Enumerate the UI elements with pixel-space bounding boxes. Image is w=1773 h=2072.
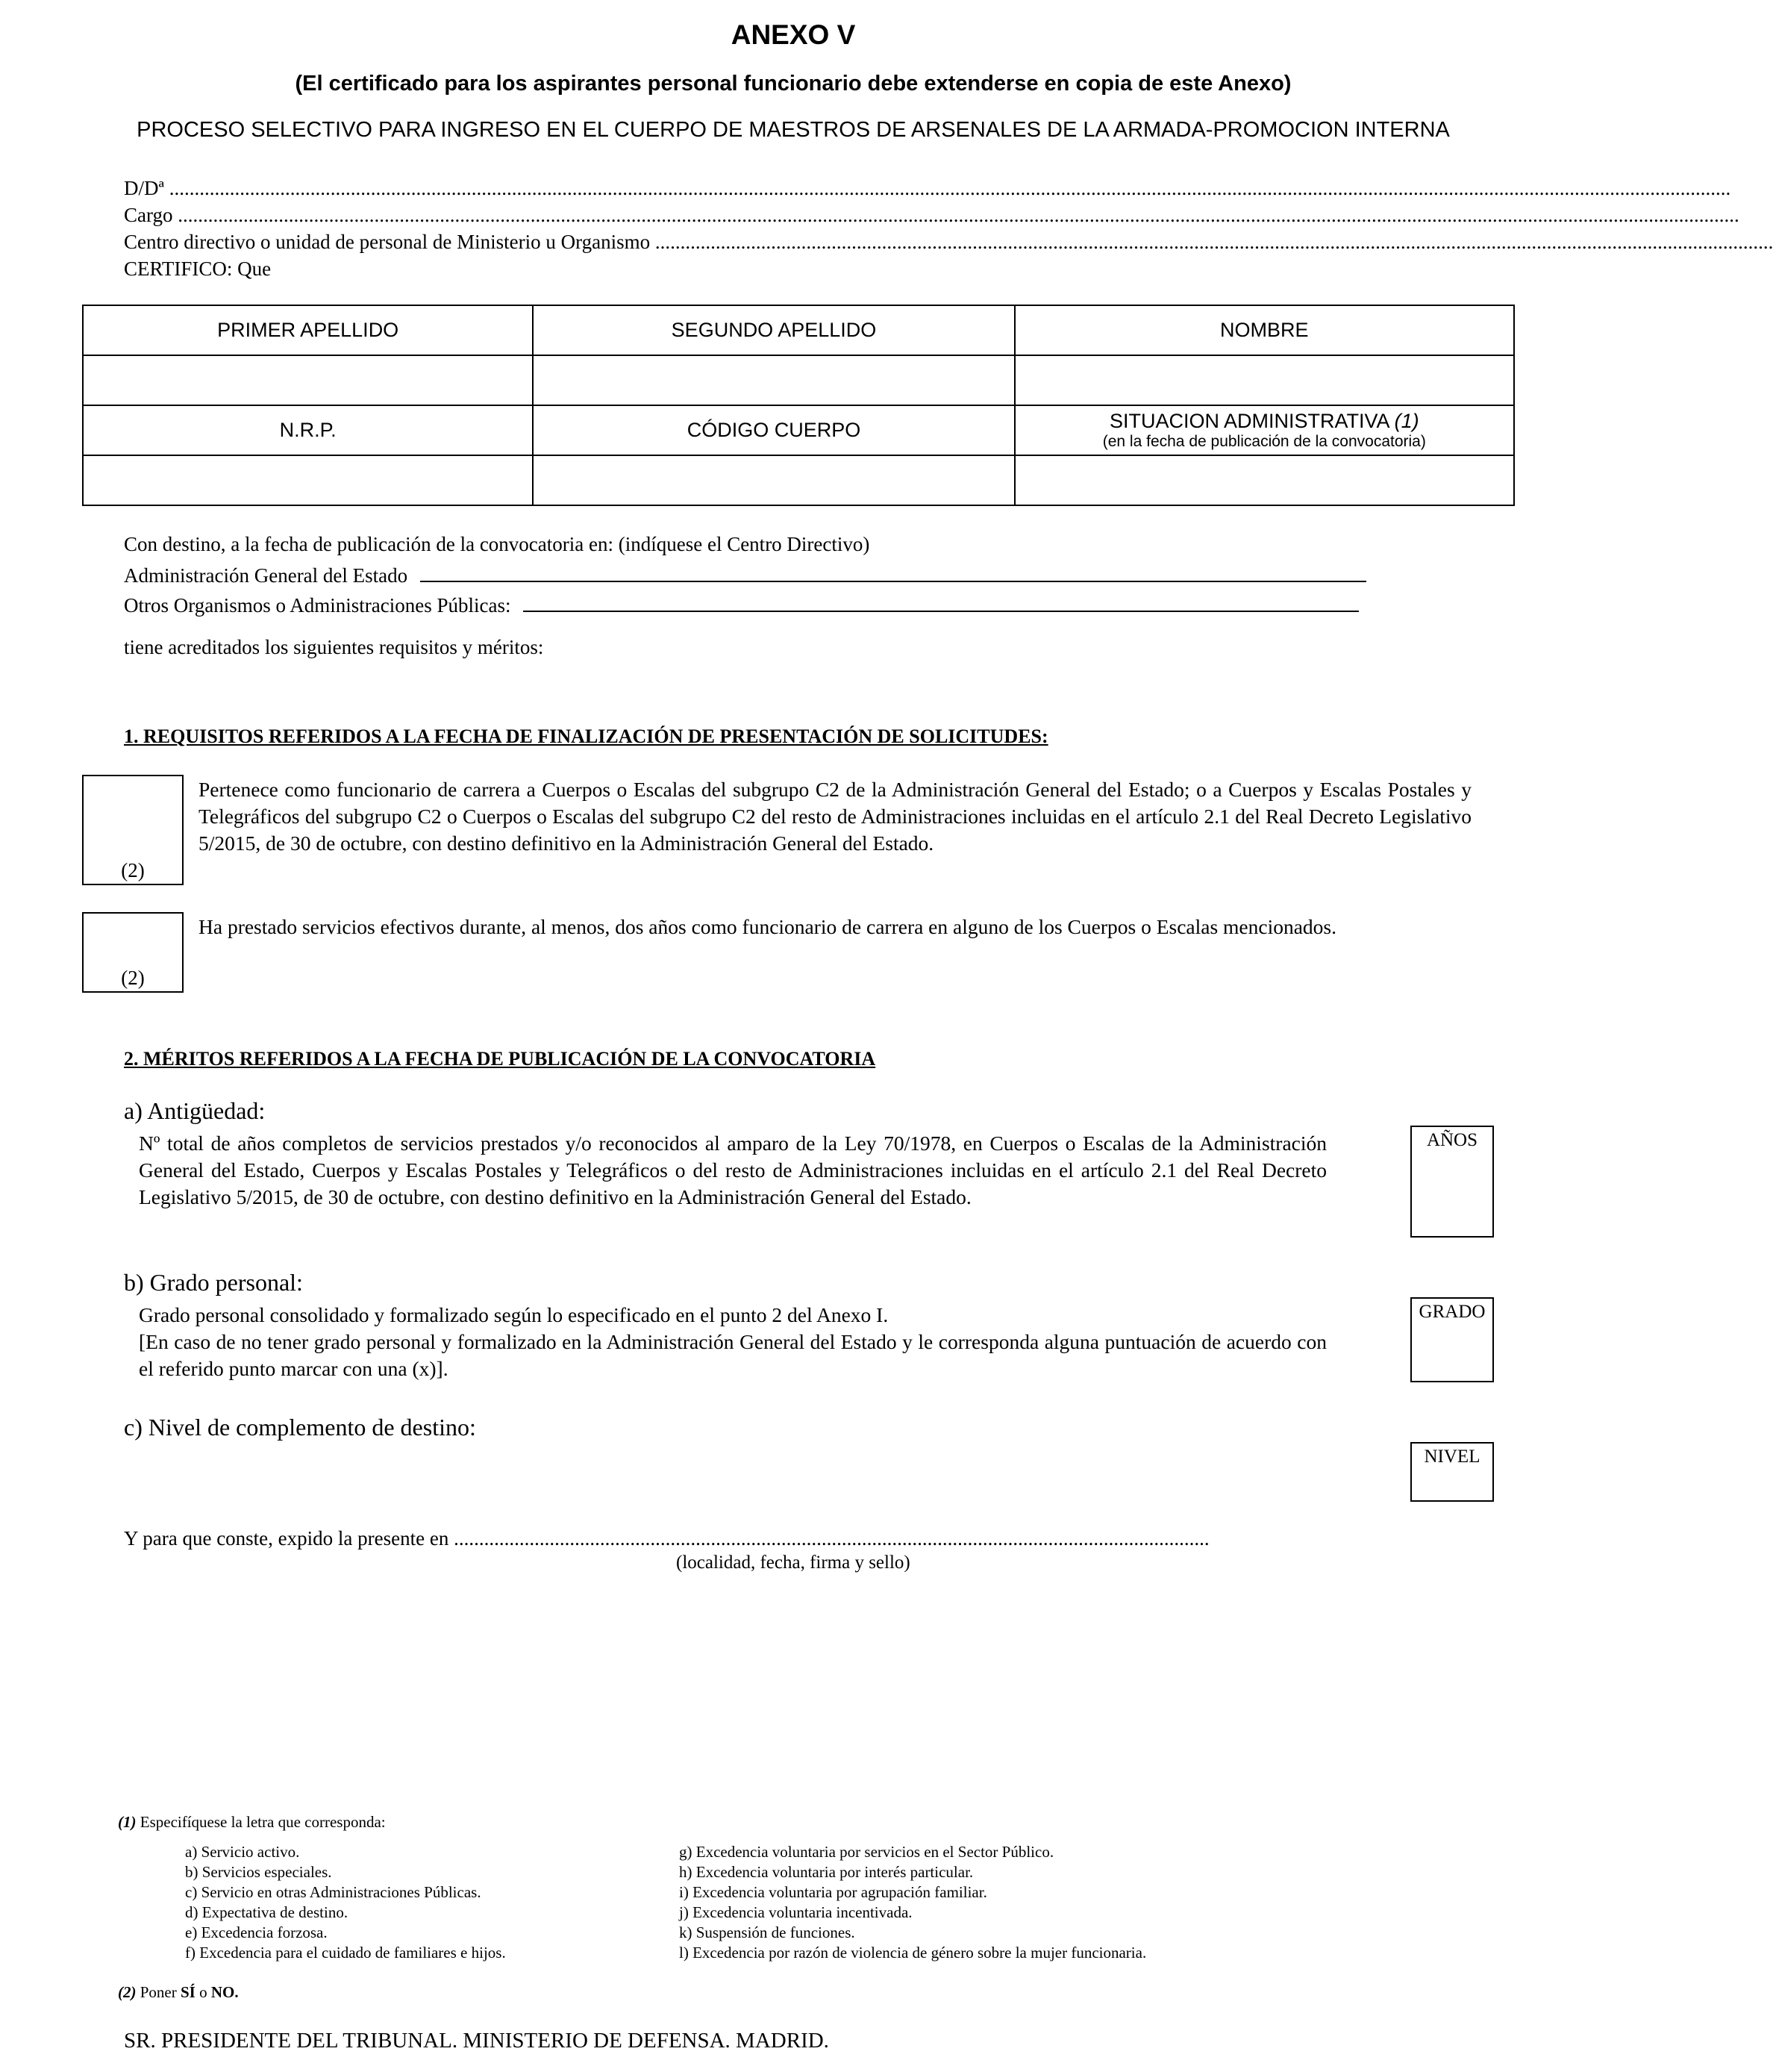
process-title: PROCESO SELECTIVO PARA INGRESO EN EL CUERPO DE MAESTROS DE ARSENALES DE LA ARMADA-PROMOCION INTERNA bbox=[137, 118, 1450, 142]
list-item: a) Servicio activo. bbox=[185, 1843, 300, 1861]
footnote2-ref: (2) bbox=[118, 1983, 137, 2001]
header-segundo-apellido: SEGUNDO APELLIDO bbox=[533, 305, 1014, 355]
grado-label: GRADO bbox=[1419, 1302, 1486, 1322]
input-nrp[interactable] bbox=[83, 455, 533, 505]
anos-label: AÑOS bbox=[1426, 1130, 1478, 1150]
header-primer-apellido: PRIMER APELLIDO bbox=[83, 305, 533, 355]
antiguedad-text: Nº total de años completos de servicios prestados y/o reconocidos al amparo de la Ley 70/1978, en Cuerpos o Escalas de la Administración General del Estado, Cuerpos y Escalas Postales y Telegráficos o del resto de Administraciones incluidas en el artículo 2.1 del Real Decreto Legislativo 5/2015, de 30 de octubre, con destino definitivo en la Administración General del Estado. bbox=[139, 1132, 1327, 1208]
footnote1-text: Especifíquese la letra que corresponda: bbox=[140, 1813, 386, 1831]
requisito2-mark: (2) bbox=[121, 967, 145, 989]
nivel-box[interactable] bbox=[1410, 1442, 1494, 1502]
input-codigo-cuerpo[interactable] bbox=[533, 455, 1014, 505]
section1-heading: 1. REQUISITOS REFERIDOS A LA FECHA DE FINALIZACIÓN DE PRESENTACIÓN DE SOLICITUDES: bbox=[124, 725, 1048, 747]
closing-caption: (localidad, fecha, firma y sello) bbox=[676, 1553, 910, 1573]
requisito1-text: Pertenece como funcionario de carrera a Cuerpos o Escalas del subgrupo C2 de la Administración General del Estado; o a Cuerpos y Escalas Postales y Telegráficos del subgrupo C2 o Cuerpos o Escalas del subgrupo C2 del resto de Administraciones incluidas en el artículo 2.1 del Real Decreto Legislativo 5/2015, de 30 de octubre, con destino definitivo en la Administración General del Estado. bbox=[198, 778, 1472, 855]
input-situacion-administrativa[interactable] bbox=[1015, 455, 1514, 505]
grado-text bbox=[139, 1302, 1327, 1382]
table-header-row bbox=[83, 305, 1514, 355]
anos-box[interactable] bbox=[1410, 1126, 1494, 1238]
list-item: g) Excedencia voluntaria por servicios en el Sector Público. bbox=[679, 1843, 1054, 1861]
situacion-label: SITUACION ADMINISTRATIVA bbox=[1110, 410, 1389, 432]
footnote2 bbox=[118, 1982, 239, 2003]
table-input-row bbox=[83, 355, 1514, 405]
situacion-ref: (1) bbox=[1394, 410, 1419, 432]
list-item: k) Suspensión de funciones. bbox=[679, 1923, 855, 1941]
header-situacion-administrativa bbox=[1015, 405, 1514, 455]
requisito2-text: Ha prestado servicios efectivos durante, al menos, dos años como funcionario de carrera en alguno de los Cuerpos o Escalas mencionados. bbox=[198, 915, 1337, 938]
field-centro[interactable]: Centro directivo o unidad de personal de Ministerio u Organismo .............................................................................................................................................................................................................................. bbox=[124, 231, 1773, 253]
field-cargo-label: Cargo bbox=[124, 204, 173, 226]
field-otros-label: Otros Organismos o Administraciones Públicas: bbox=[124, 594, 511, 617]
list-item: b) Servicios especiales. bbox=[185, 1863, 332, 1881]
footnote1-ref: (1) bbox=[118, 1813, 137, 1831]
input-primer-apellido[interactable] bbox=[83, 355, 533, 405]
field-otros[interactable] bbox=[124, 593, 1359, 617]
table-header-row bbox=[83, 405, 1514, 455]
footnote1-left-list bbox=[185, 1842, 506, 1963]
field-dd[interactable]: D/Dª ...................................................................................................................................................................................................................................................................................................................... bbox=[124, 177, 1731, 199]
grado-box[interactable] bbox=[1410, 1297, 1494, 1382]
footnote1-right-list bbox=[679, 1842, 1146, 1963]
antiguedad-title: a) Antigüedad: bbox=[124, 1097, 266, 1124]
requisito2-checkbox[interactable] bbox=[82, 912, 184, 993]
list-item: l) Excedencia por razón de violencia de género sobre la mujer funcionaria. bbox=[679, 1944, 1147, 1962]
page-title: ANEXO V bbox=[731, 19, 856, 50]
table-input-row bbox=[83, 455, 1514, 505]
requisito1-checkbox[interactable] bbox=[82, 775, 184, 885]
certifico-label: CERTIFICO: Que bbox=[124, 258, 272, 280]
list-item: h) Excedencia voluntaria por interés particular. bbox=[679, 1863, 974, 1881]
footer-addressee: SR. PRESIDENTE DEL TRIBUNAL. MINISTERIO DE DEFENSA. MADRID. bbox=[124, 2029, 829, 2053]
grado-text-line2: [En caso de no tener grado personal y formalizado en la Administración General del Estado y le corresponda alguna puntuación de acuerdo con el referido punto marcar con una (x)]. bbox=[139, 1330, 1327, 1380]
section2-heading: 2. MÉRITOS REFERIDOS A LA FECHA DE PUBLICACIÓN DE LA CONVOCATORIA bbox=[124, 1048, 876, 1070]
field-centro-label: Centro directivo o unidad de personal de Ministerio u Organismo bbox=[124, 231, 651, 253]
situacion-note: (en la fecha de publicación de la convocatoria) bbox=[1102, 433, 1426, 450]
field-age[interactable] bbox=[124, 563, 1366, 587]
list-item: i) Excedencia voluntaria por agrupación familiar. bbox=[679, 1883, 987, 1901]
closing-line[interactable]: Y para que conste, expido la presente en ...................................................................................................................................................... bbox=[124, 1527, 1210, 1550]
footnote2-text: Poner bbox=[140, 1983, 177, 2001]
list-item: c) Servicio en otras Administraciones Públicas. bbox=[185, 1883, 481, 1901]
input-segundo-apellido[interactable] bbox=[533, 355, 1014, 405]
header-nombre: NOMBRE bbox=[1015, 305, 1514, 355]
closing-text: Y para que conste, expido la presente en bbox=[124, 1527, 449, 1550]
grado-text-line1: Grado personal consolidado y formalizado según lo especificado en el punto 2 del Anexo I. bbox=[139, 1303, 889, 1326]
header-codigo-cuerpo: CÓDIGO CUERPO bbox=[533, 405, 1014, 455]
footnote1-title bbox=[118, 1812, 386, 1832]
field-dd-label: D/Dª bbox=[124, 177, 164, 199]
footnote2-o: o bbox=[199, 1983, 207, 2001]
nivel-label: NIVEL bbox=[1424, 1447, 1480, 1467]
list-item: j) Excedencia voluntaria incentivada. bbox=[679, 1903, 913, 1921]
footnote2-si: SÍ bbox=[181, 1983, 196, 2001]
footnote2-no: NO. bbox=[210, 1983, 239, 2001]
header-nrp: N.R.P. bbox=[83, 405, 533, 455]
list-item: f) Excedencia para el cuidado de familiares e hijos. bbox=[185, 1944, 506, 1962]
nivel-title: c) Nivel de complemento de destino: bbox=[124, 1414, 476, 1441]
field-cargo[interactable]: Cargo ...................................................................................................................................................................................................................................................................................................................... bbox=[124, 204, 1739, 226]
page-subtitle: (El certificado para los aspirantes personal funcionario debe extenderse en copia de este Anexo) bbox=[295, 72, 1292, 96]
list-item: d) Expectativa de destino. bbox=[185, 1903, 348, 1921]
acreditados-text: tiene acreditados los siguientes requisitos y méritos: bbox=[124, 636, 544, 658]
field-age-label: Administración General del Estado bbox=[124, 564, 408, 587]
list-item: e) Excedencia forzosa. bbox=[185, 1923, 328, 1941]
destino-intro: Con destino, a la fecha de publicación de la convocatoria en: (indíquese el Centro Directivo) bbox=[124, 533, 870, 555]
identification-table bbox=[82, 305, 1515, 506]
input-nombre[interactable] bbox=[1015, 355, 1514, 405]
requisito1-mark: (2) bbox=[121, 859, 145, 881]
grado-title: b) Grado personal: bbox=[124, 1269, 303, 1296]
